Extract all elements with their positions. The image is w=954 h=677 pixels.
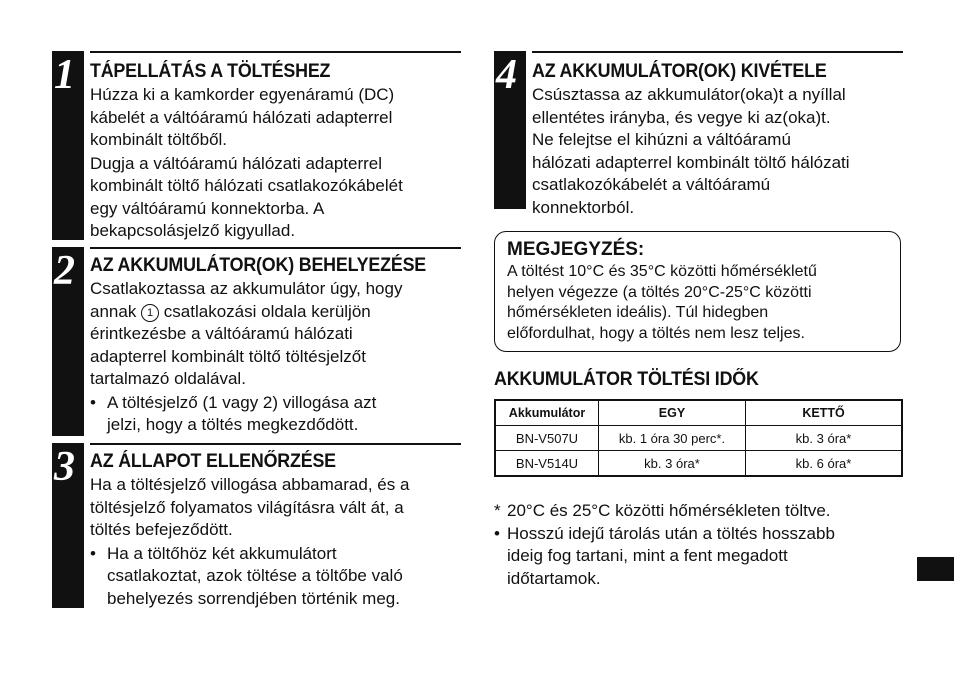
step-4-paragraph: Csúsztassa az akkumulátor(oka)t a nyíllal ellentétes irányba, és vegye ki az(oka)t. Ne felejtse el kihúzni a váltóáramú hálózati adapterrel kombinált töltő hálózati csatlakozókábelét a váltóáramú konnektorból. <box>532 85 850 217</box>
note-box <box>494 231 901 352</box>
step-3-title: AZ ÁLLAPOT ELLENŐRZÉSE <box>90 451 336 472</box>
table-row <box>495 451 902 477</box>
step-1-title: TÁPELLÁTÁS A TÖLTÉSHEZ <box>90 61 331 82</box>
bullet-dot: • <box>90 543 96 563</box>
step-2-number: 2 <box>54 248 75 294</box>
table-cell: kb. 6 óra* <box>746 451 903 477</box>
step-3-paragraph: Ha a töltésjelző villogása abbamarad, és a töltésjelző folyamatos világításra vált át, a töltés befejeződött. <box>90 475 410 539</box>
table-cell: kb. 3 óra* <box>746 426 903 451</box>
footnote-asterisk-line: * 20°C és 25°C közötti hőmérsékleten töltve. <box>494 500 904 523</box>
table-cell: kb. 1 óra 30 perc*. <box>599 426 746 451</box>
table-title: AKKUMULÁTOR TÖLTÉSI IDŐK <box>494 369 759 390</box>
table-cell: BN-V514U <box>495 451 599 477</box>
step-2-section <box>90 247 461 437</box>
table-cell: BN-V507U <box>495 426 599 451</box>
table-header-battery: Akkumulátor <box>495 400 599 426</box>
page-thumb-tab <box>917 557 954 581</box>
circled-number-1: 1 <box>141 304 159 322</box>
note-text: A töltést 10°C és 35°C közötti hőmérsékletű helyen végezze (a töltés 20°C-25°C közötti hőmérsékleten ideális). Túl hidegben előfordulhat, hogy a töltés nem lesz teljes. <box>507 263 817 342</box>
charging-times-table <box>494 399 903 477</box>
note-title: MEGJEGYZÉS: <box>507 239 645 260</box>
step-3-section <box>90 443 461 610</box>
bullet-dot: • <box>90 392 96 412</box>
asterisk-mark: * <box>494 501 501 520</box>
step-3-bullet: • Ha a töltőhöz két akkumulátort csatlakoztat, azok töltése a töltőbe való behelyezés sorrendjében történik meg. <box>90 543 403 608</box>
step-4-title: AZ AKKUMULÁTOR(OK) KIVÉTELE <box>532 61 827 82</box>
bullet-dot: • <box>494 523 500 543</box>
step-3-bar <box>52 443 84 608</box>
step-4-section <box>532 51 903 219</box>
step-4-number: 4 <box>496 52 517 98</box>
step-2-title: AZ AKKUMULÁTOR(OK) BEHELYEZÉSE <box>90 255 427 276</box>
footnote <box>494 500 904 590</box>
step-1-paragraph-2: Dugja a váltóáramú hálózati adapterrel kombinált töltő hálózati csatlakozókábelét egy váltóáramú konnektorba. A bekapcsolásjelző kigyullad. <box>90 153 403 240</box>
step-2-bullet: • A töltésjelző (1 vagy 2) villogása azt jelzi, hogy a töltés megkezdődött. <box>90 392 377 434</box>
step-4-bar <box>494 51 526 209</box>
step-1-number: 1 <box>54 52 75 98</box>
table-header-one: EGY <box>599 400 746 426</box>
table-header-two: KETTŐ <box>746 400 903 426</box>
step-1-section <box>90 51 461 243</box>
step-1-bar <box>52 51 84 240</box>
step-1-paragraph-1: Húzza ki a kamkorder egyenáramú (DC) kábelét a váltóáramú hálózati adapterrel kombinált töltőből. <box>90 85 395 149</box>
table-header-row <box>495 400 902 426</box>
step-2-bar <box>52 247 84 436</box>
table-cell: kb. 3 óra* <box>599 451 746 477</box>
step-3-number: 3 <box>54 444 75 490</box>
step-2-paragraph: Csatlakoztassa az akkumulátor úgy, hogy annak 1 csatlakozási oldala kerüljön érintkezésbe a váltóáramú hálózati adapterrel kombinált töltő töltésjelzőt tartalmazó oldalával. <box>90 279 403 388</box>
table-row <box>495 426 902 451</box>
footnote-bullet: • Hosszú idejű tárolás után a töltés hosszabb ideig fog tartani, mint a fent megadott időtartamok. <box>494 523 835 588</box>
